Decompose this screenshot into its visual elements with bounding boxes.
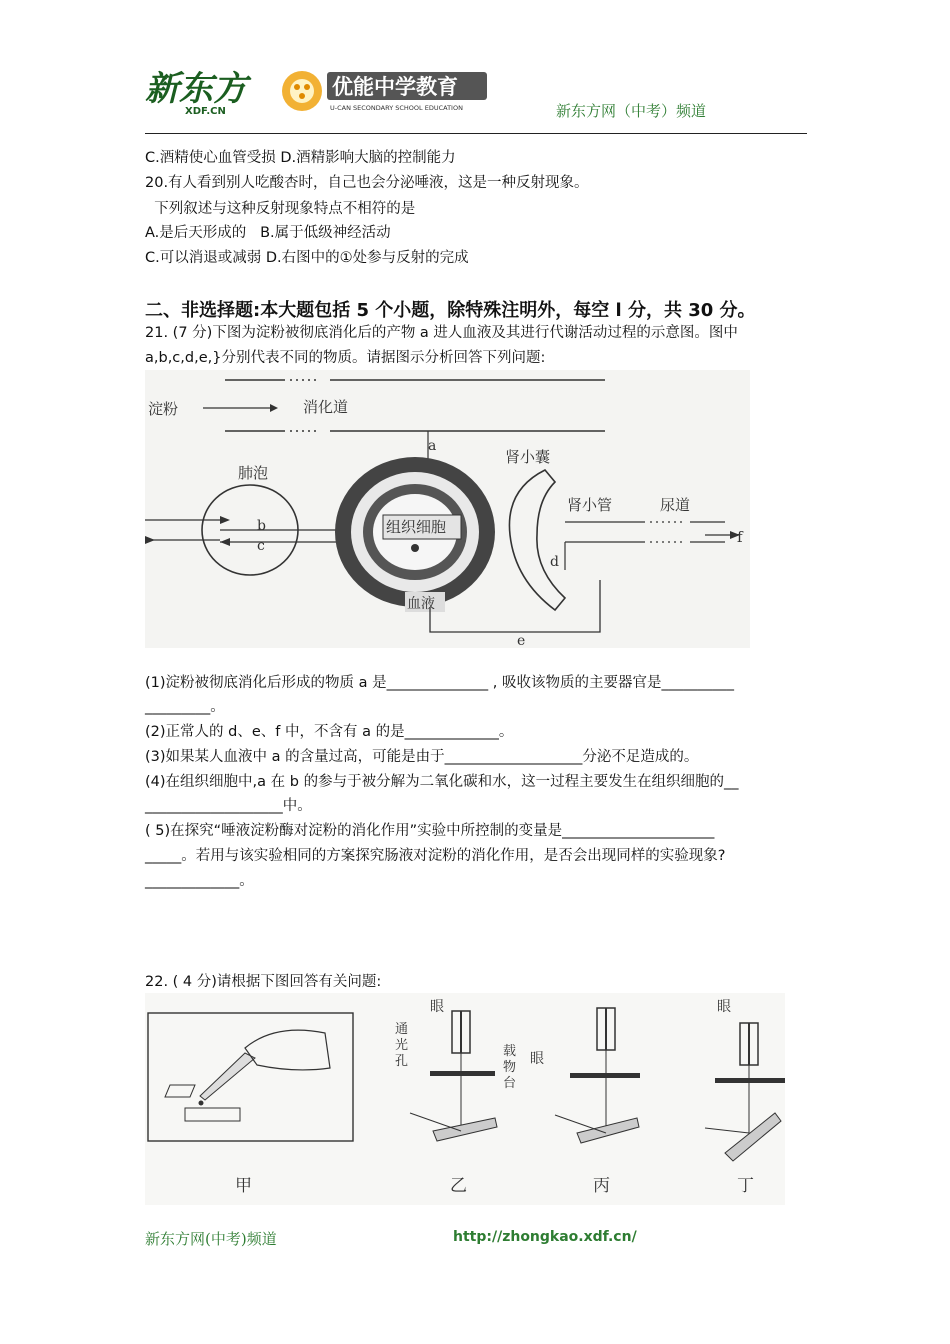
- question-22-intro: 22. ( 4 分)请根据下图回答有关问题:: [145, 974, 382, 990]
- label-starch: 淀粉: [148, 400, 179, 418]
- xdf-logo-url: XDF.CN: [185, 106, 226, 117]
- label-c: c: [257, 538, 265, 554]
- question-20: 20.有人看到别人吃酸杏时，自己也会分泌唾液，这是一种反射现象。: [145, 175, 589, 191]
- label-renal-capsule: 肾小囊: [505, 448, 551, 466]
- label-fig-ding: 丁: [737, 1176, 754, 1196]
- label-renal-tubule: 肾小管: [567, 496, 613, 514]
- label-hole-2: 光: [395, 1038, 409, 1053]
- label-hole-1: 通: [395, 1022, 409, 1037]
- section-heading: 二、非选择题:本大题包括 5 个小题，除特殊注明外，每空 l 分，共 30 分。: [145, 300, 756, 321]
- question-20-prompt: 下列叙述与这种反射现象特点不相符的是: [145, 201, 416, 217]
- option-line-c-d-2: C.可以消退或减弱 D.右图中的①处参与反射的完成: [145, 250, 469, 266]
- footer-site[interactable]: 新东方网(中考)频道: [145, 1230, 277, 1248]
- footer-url-link[interactable]: http://zhongkao.xdf.cn/: [453, 1229, 637, 1245]
- q21-part5-cont2: _____________。: [145, 873, 254, 889]
- label-eye-ding: 眼: [717, 999, 731, 1015]
- label-eye-yi: 眼: [430, 999, 444, 1015]
- q21-part3: (3)如果某人血液中 a 的含量过高，可能是由于___________________分泌不足造成的。: [145, 749, 699, 765]
- label-stage-3: 台: [503, 1076, 517, 1091]
- label-eye-bing: 眼: [530, 1051, 544, 1067]
- q21-part4: (4)在组织细胞中,a 在 b 的参与于被分解为二氧化碳和水，这一过程主要发生在组织细胞的__: [145, 774, 739, 790]
- question-21-intro: 21. (7 分)下图为淀粉被彻底消化后的产物 a 进人血液及其进行代谢活动过程的示意图。图中: [145, 325, 738, 341]
- microscope-diagram: [145, 993, 785, 1209]
- label-fig-yi: 乙: [450, 1176, 467, 1196]
- label-e: e: [517, 633, 526, 648]
- header-site-link[interactable]: 新东方网（中考）频道: [556, 102, 707, 120]
- label-stage-2: 物: [503, 1060, 517, 1075]
- question-21-intro-2: a,b,c,d,e,}分别代表不同的物质。请据图示分析回答下列问题:: [145, 350, 546, 366]
- label-tissue-cell: 组织细胞: [386, 518, 447, 536]
- label-d: d: [550, 554, 559, 570]
- q21-part4-cont: ___________________中。: [145, 798, 312, 814]
- ucan-logo-sub: U-CAN SECONDARY SCHOOL EDUCATION: [330, 104, 463, 112]
- xdf-logo-text: 新东方: [145, 69, 247, 109]
- xdf-logo: [145, 66, 490, 122]
- header-divider: [145, 133, 807, 134]
- label-a: a: [428, 438, 437, 454]
- label-alveolus: 肺泡: [238, 464, 269, 482]
- label-stage-1: 载: [503, 1044, 517, 1059]
- q21-part5: ( 5)在探究“唾液淀粉酶对淀粉的消化作用”实验中所控制的变量是_____________________: [145, 823, 715, 839]
- label-f: f: [737, 528, 743, 546]
- metabolism-diagram: [145, 370, 750, 652]
- label-hole-3: 孔: [395, 1054, 409, 1069]
- label-blood: 血液: [407, 596, 435, 612]
- option-line-c-d: C.酒精使心血管受损 D.酒精影响大脑的控制能力: [145, 150, 456, 166]
- q21-part5-cont: _____。若用与该实验相同的方案探究肠液对淀粉的消化作用，是否会出现同样的实验现象?: [145, 848, 726, 864]
- option-line-a-b: A.是后天形成的 B.属于低级神经活动: [145, 225, 391, 241]
- q21-part2: (2)正常人的 d、e、f 中，不含有 a 的是_____________。: [145, 724, 514, 740]
- ucan-logo: [282, 71, 487, 112]
- ucan-logo-text: 优能中学教育: [332, 75, 458, 99]
- label-fig-jia: 甲: [235, 1176, 252, 1196]
- label-digestive-tract: 消化道: [303, 398, 349, 416]
- q21-part1-cont: _________。: [145, 699, 225, 715]
- label-fig-bing: 丙: [593, 1176, 610, 1196]
- label-b: b: [257, 518, 266, 534]
- label-urethra: 尿道: [660, 496, 691, 514]
- q21-part1: (1)淀粉被彻底消化后形成的物质 a 是______________ , 吸收该物质的主要器官是__________: [145, 675, 734, 691]
